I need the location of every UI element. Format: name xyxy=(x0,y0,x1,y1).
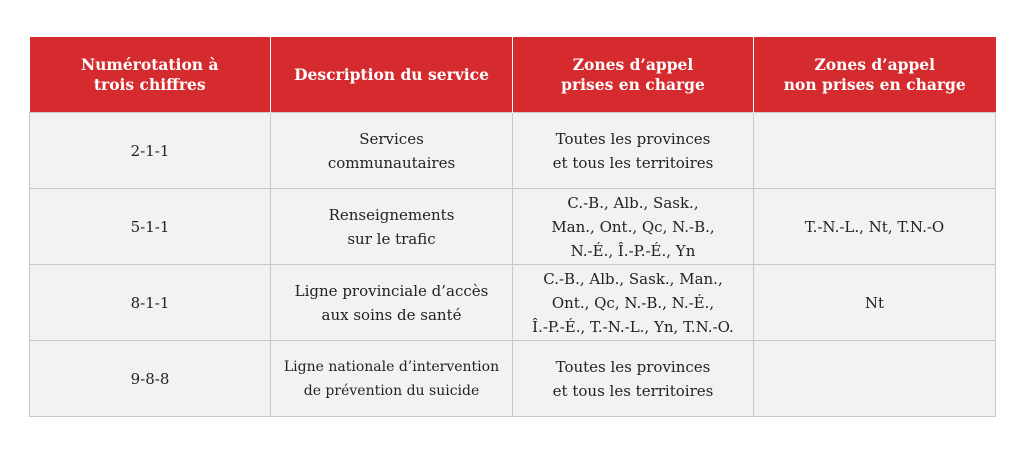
table-row xyxy=(30,341,996,417)
description-line: Ligne nationale d’intervention xyxy=(283,358,500,375)
header-line: Zones d’appel xyxy=(814,54,936,74)
header-row xyxy=(30,37,996,113)
table-header xyxy=(30,37,996,113)
supported-line: et tous les territoires xyxy=(552,381,714,400)
cell-unsupported xyxy=(754,189,996,265)
cell-supported xyxy=(513,113,754,189)
header-number xyxy=(30,37,271,113)
description-line: Ligne provinciale d’accès xyxy=(294,281,489,300)
supported-line: Toutes les provinces xyxy=(555,129,711,148)
supported-line: Î.-P.-É., T.-N.-L., Yn, T.N.-O. xyxy=(532,317,734,336)
cell-description xyxy=(271,113,513,189)
cell-number xyxy=(30,189,271,265)
header-line: trois chiffres xyxy=(93,74,206,94)
cell-supported xyxy=(513,265,754,341)
number-text: 2-1-1 xyxy=(130,141,170,160)
supported-line: Toutes les provinces xyxy=(555,357,711,376)
description-line: de prévention du suicide xyxy=(303,382,480,399)
description-line: communautaires xyxy=(327,153,456,172)
table-row xyxy=(30,113,996,189)
supported-line: et tous les territoires xyxy=(552,153,714,172)
unsupported-line: T.-N.-L., Nt, T.N.-O xyxy=(804,217,945,236)
cell-description xyxy=(271,189,513,265)
header-line: prises en charge xyxy=(561,74,705,94)
description-line: Renseignements xyxy=(328,205,455,224)
supported-line: C.-B., Alb., Sask., xyxy=(567,193,699,212)
cell-supported xyxy=(513,341,754,417)
cell-unsupported xyxy=(754,113,996,189)
description-line: sur le trafic xyxy=(347,229,436,248)
cell-unsupported xyxy=(754,265,996,341)
supported-line: Ont., Qc, N.-B., N.-É., xyxy=(551,293,715,312)
cell-number xyxy=(30,265,271,341)
description-line: Services xyxy=(359,129,424,148)
header-unsupported-zones xyxy=(754,37,996,113)
cell-unsupported xyxy=(754,341,996,417)
header-line: Numérotation à xyxy=(80,54,219,74)
unsupported-line: Nt xyxy=(864,293,885,312)
header-supported-zones xyxy=(513,37,754,113)
table-row xyxy=(30,189,996,265)
supported-line: C.-B., Alb., Sask., Man., xyxy=(543,269,723,288)
cell-description xyxy=(271,341,513,417)
cell-number xyxy=(30,113,271,189)
number-text: 9-8-8 xyxy=(130,369,170,388)
header-line: Description du service xyxy=(294,64,489,84)
cell-number xyxy=(30,341,271,417)
table-body xyxy=(30,113,996,417)
cell-description xyxy=(271,265,513,341)
header-line: non prises en charge xyxy=(783,74,966,94)
service-table-container xyxy=(29,37,996,417)
supported-line: Man., Ont., Qc, N.-B., xyxy=(551,217,715,236)
description-line: aux soins de santé xyxy=(321,305,462,324)
cell-supported xyxy=(513,189,754,265)
header-line: Zones d’appel xyxy=(572,54,694,74)
supported-line: N.-É., Î.-P.-É., Yn xyxy=(570,241,696,260)
number-text: 5-1-1 xyxy=(130,217,170,236)
number-text: 8-1-1 xyxy=(130,293,170,312)
three-digit-numbers-table xyxy=(29,37,996,417)
header-description xyxy=(271,37,513,113)
table-row xyxy=(30,265,996,341)
